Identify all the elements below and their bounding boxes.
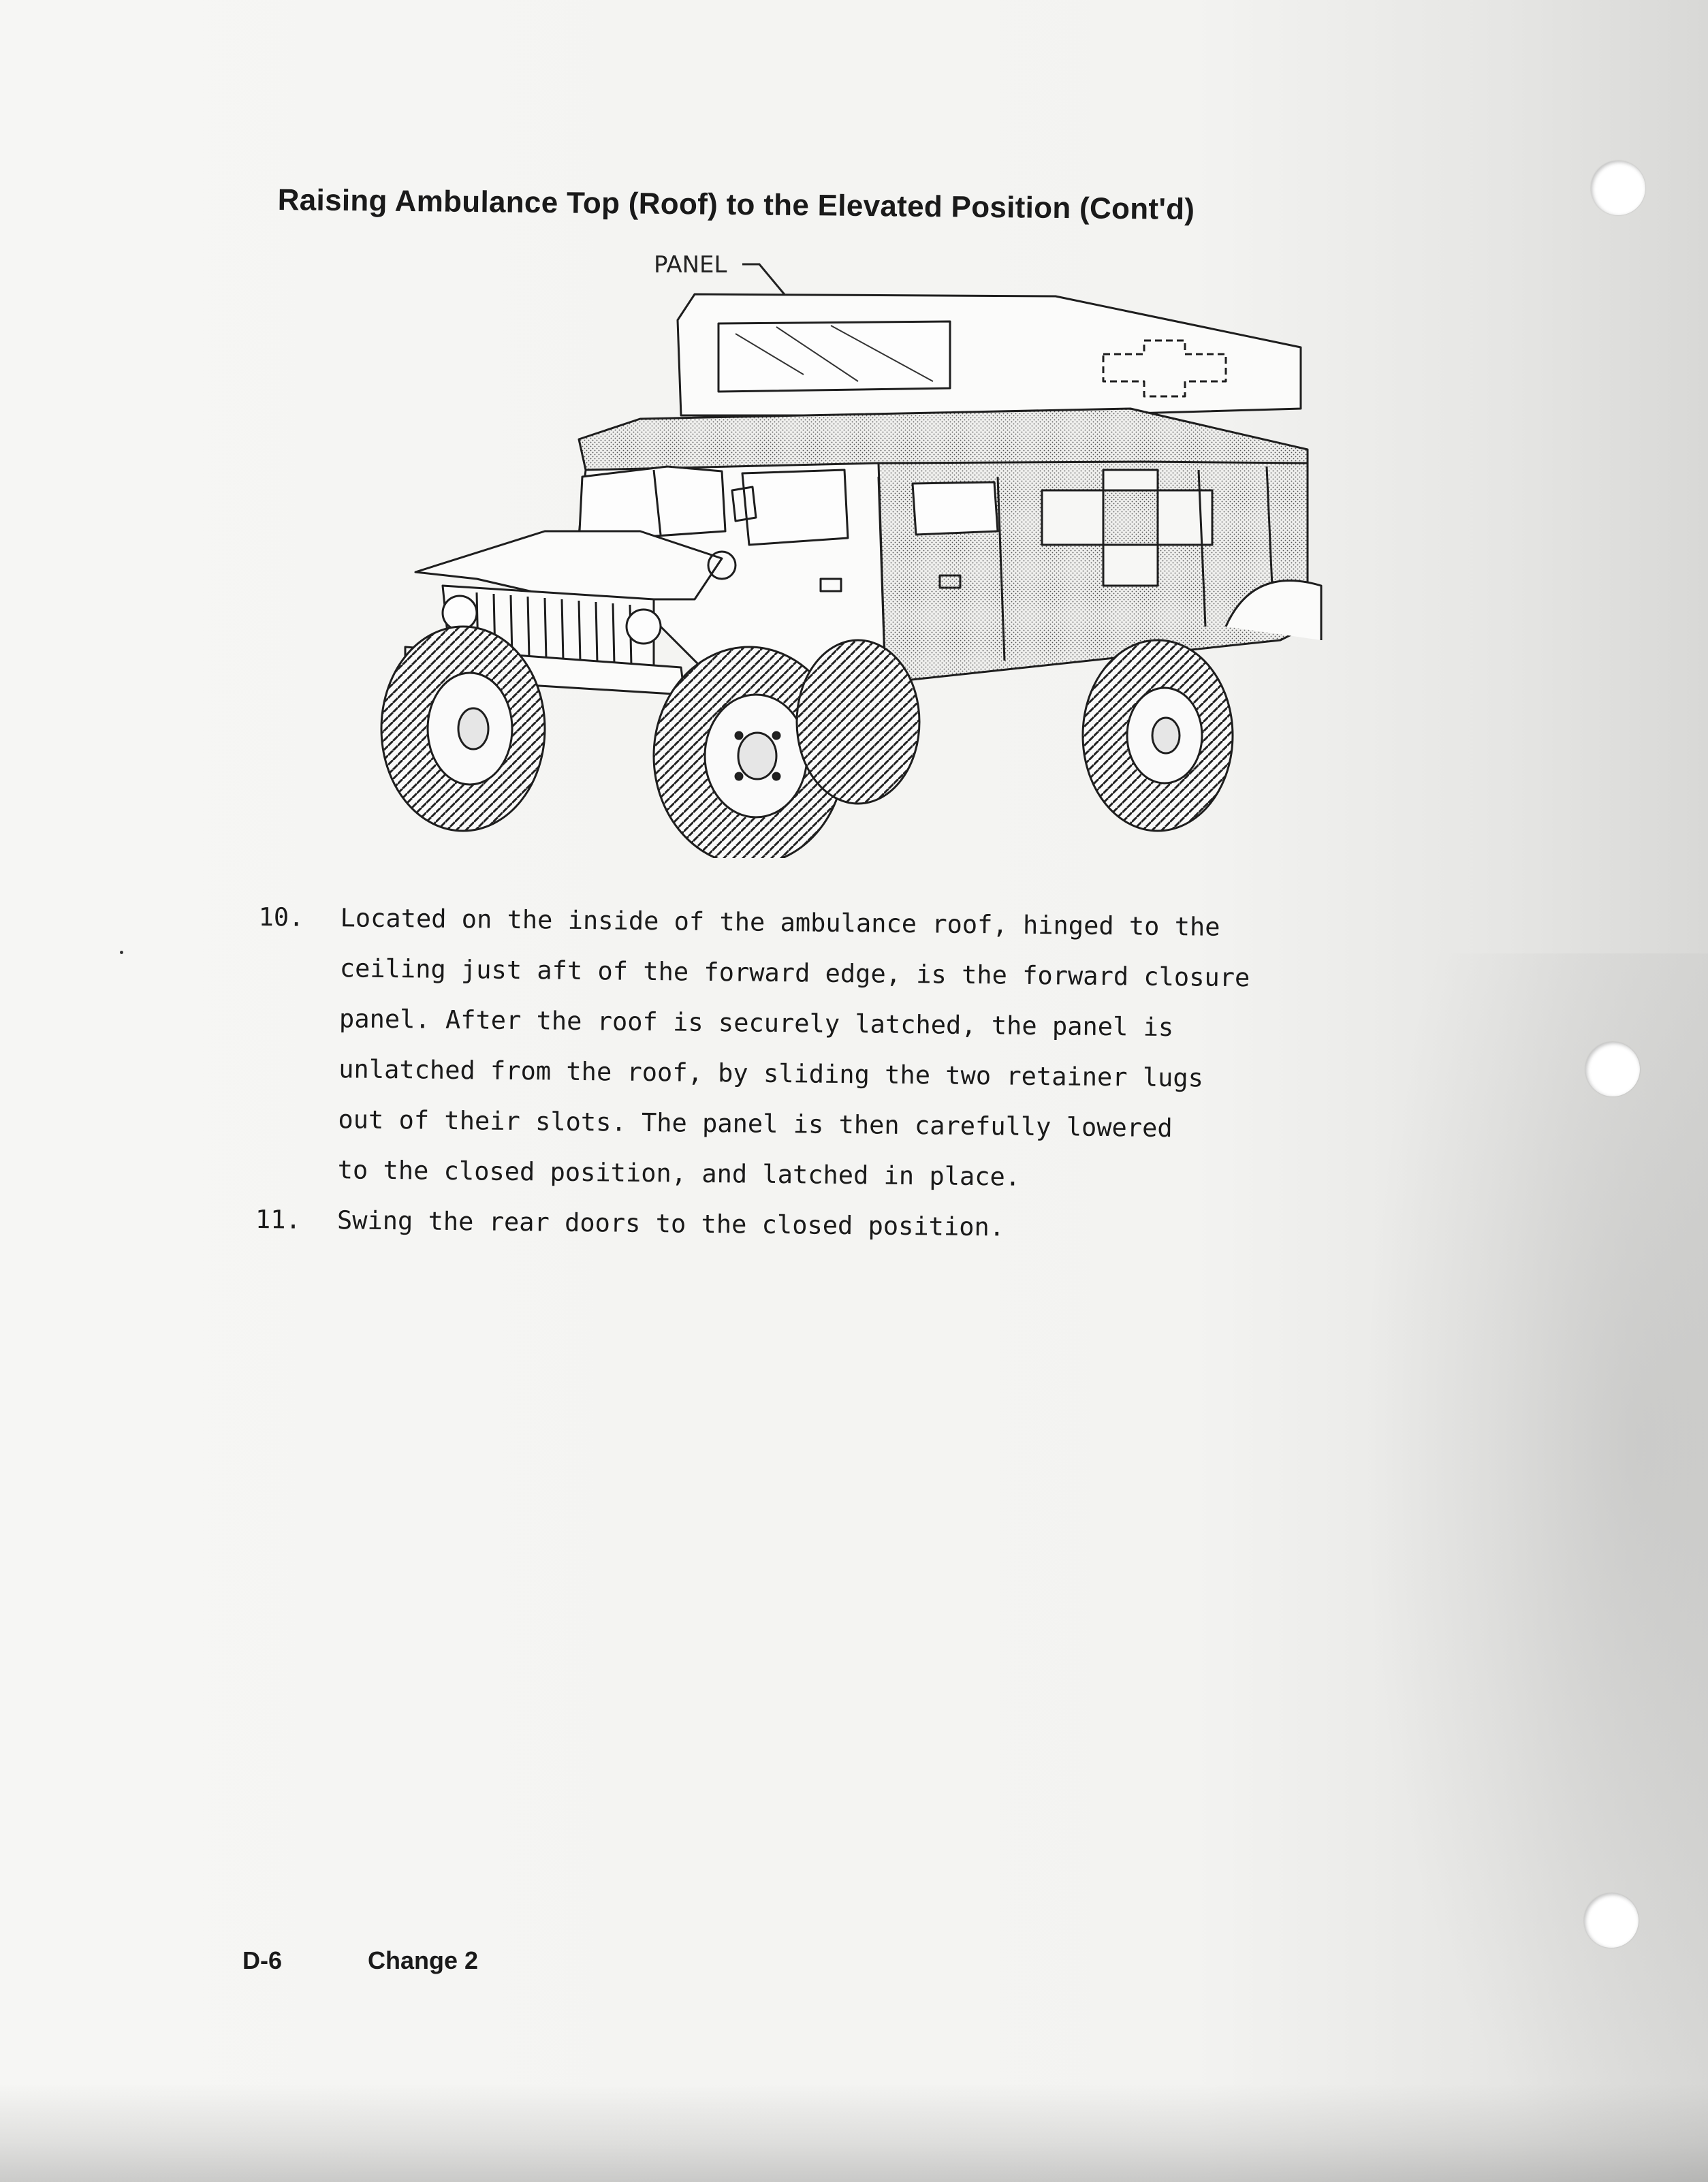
page-heading: Raising Ambulance Top (Roof) to the Elevated Position (Cont'd) [277, 183, 1195, 227]
step-line: ceiling just aft of the forward edge, is the forward closure [339, 953, 1250, 993]
forward-closure-panel [718, 321, 950, 392]
ambulance-illustration [341, 245, 1362, 858]
rear-right-wheel [1083, 640, 1233, 831]
step-number: 11. [255, 1204, 302, 1235]
step-line: Located on the inside of the ambulance roof, hinged to the [340, 903, 1220, 942]
cab-roof [579, 409, 1308, 470]
panel-callout-label: PANEL [654, 251, 727, 279]
scan-shadow-right [1362, 953, 1708, 2179]
front-left-wheel [381, 627, 545, 831]
instruction-steps [255, 892, 1389, 1256]
step-line: Swing the rear doors to the closed position. [336, 1205, 1005, 1242]
step-line: to the closed position, and latched in place. [337, 1155, 1021, 1192]
binder-hole-middle [1585, 1042, 1640, 1096]
step-line: unlatched from the roof, by sliding the two retainer lugs [338, 1054, 1204, 1093]
scan-shadow-bottom [0, 2084, 1708, 2182]
step-line: out of their slots. The panel is then carefully lowered [338, 1105, 1173, 1143]
step-10 [255, 892, 1389, 1206]
stray-mark [120, 951, 123, 954]
page-number: D-6 [242, 1946, 283, 1974]
binder-hole-bottom [1584, 1893, 1639, 1948]
door-window-front [742, 470, 848, 545]
binder-hole-top [1591, 161, 1645, 215]
door-window-rear [913, 482, 998, 535]
step-line: panel. After the roof is securely latched, the panel is [338, 1004, 1174, 1043]
step-number: 10. [258, 902, 304, 932]
rear-left-wheel [797, 640, 919, 804]
change-number: Change 2 [368, 1946, 479, 1974]
